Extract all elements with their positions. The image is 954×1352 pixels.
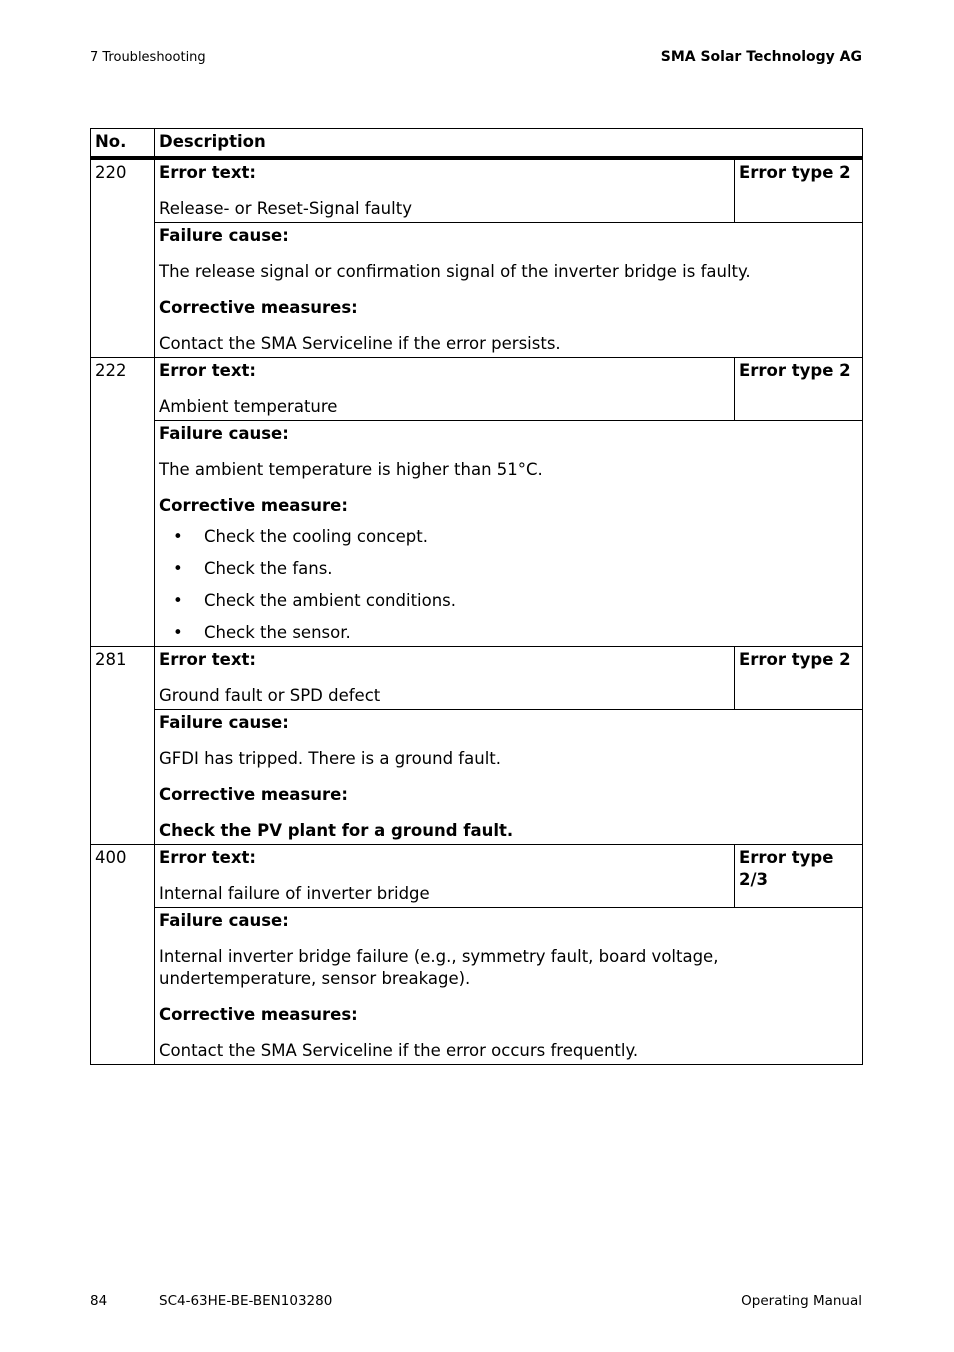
cause-measure-cell — [155, 421, 863, 647]
error-number: 281 — [91, 647, 155, 845]
error-type: Error type 2 — [735, 358, 863, 421]
table-row — [91, 158, 863, 223]
list-item: • Check the sensor. — [173, 623, 351, 642]
failure-cause: Internal inverter bridge failure (e.g., symmetry fault, board voltage, undertemperature, sensor breakage). — [159, 947, 719, 988]
error-number: 220 — [91, 158, 155, 358]
table-row — [91, 908, 863, 1065]
failure-cause-label: Failure cause: — [159, 424, 289, 443]
error-text-label: Error text: — [159, 361, 256, 380]
failure-cause: The release signal or confirmation signal of the inverter bridge is faulty. — [159, 262, 751, 281]
column-header-description: Description — [155, 129, 863, 159]
error-text-cell — [155, 158, 735, 223]
cause-measure-cell — [155, 223, 863, 358]
error-text: Release- or Reset-Signal faulty — [159, 199, 412, 218]
column-header-no: No. — [91, 129, 155, 159]
error-number: 400 — [91, 845, 155, 1065]
list-item: • Check the ambient conditions. — [173, 591, 457, 610]
error-text: Ambient temperature — [159, 397, 338, 416]
failure-cause: GFDI has tripped. There is a ground fault. — [159, 749, 501, 768]
list-item: • Check the fans. — [173, 559, 333, 578]
failure-cause-label: Failure cause: — [159, 226, 289, 245]
table-row — [91, 845, 863, 908]
corrective-measure: Contact the SMA Serviceline if the error occurs frequently. — [159, 1041, 639, 1060]
cause-measure-cell — [155, 908, 863, 1065]
error-type: Error type 2 — [735, 158, 863, 223]
page-header-section: 7 Troubleshooting — [90, 50, 206, 65]
corrective-measure-label: Corrective measure: — [159, 785, 348, 804]
error-text-cell — [155, 845, 735, 908]
document-title: Operating Manual — [741, 1293, 862, 1309]
error-text-label: Error text: — [159, 163, 256, 182]
failure-cause: The ambient temperature is higher than 51°C. — [159, 460, 543, 479]
table-header-row — [91, 129, 863, 159]
document-id: SC4-63HE-BE-BEN103280 — [159, 1293, 333, 1309]
table-row — [91, 223, 863, 358]
table-row — [91, 710, 863, 845]
error-text: Ground fault or SPD defect — [159, 686, 381, 705]
error-text-label: Error text: — [159, 650, 256, 669]
corrective-measure: Contact the SMA Serviceline if the error persists. — [159, 334, 561, 353]
list-item: • Check the cooling concept. — [173, 527, 428, 546]
failure-cause-label: Failure cause: — [159, 911, 289, 930]
corrective-measure-label: Corrective measures: — [159, 298, 358, 317]
error-number: 222 — [91, 358, 155, 647]
error-text-label: Error text: — [159, 848, 256, 867]
corrective-measure-list — [159, 526, 858, 644]
page-number: 84 — [90, 1293, 108, 1309]
table-row — [91, 647, 863, 710]
corrective-measure-label: Corrective measures: — [159, 1005, 358, 1024]
error-text: Internal failure of inverter bridge — [159, 884, 430, 903]
cause-measure-cell — [155, 710, 863, 845]
error-type: Error type 2 — [735, 647, 863, 710]
corrective-measure: Check the PV plant for a ground fault. — [159, 821, 514, 840]
table-row — [91, 421, 863, 647]
table-row — [91, 358, 863, 421]
failure-cause-label: Failure cause: — [159, 713, 289, 732]
error-table — [90, 128, 863, 1065]
page-header-company: SMA Solar Technology AG — [660, 49, 862, 65]
error-text-cell — [155, 358, 735, 421]
error-type: Error type 2/3 — [735, 845, 863, 908]
error-text-cell — [155, 647, 735, 710]
corrective-measure-label: Corrective measure: — [159, 496, 348, 515]
